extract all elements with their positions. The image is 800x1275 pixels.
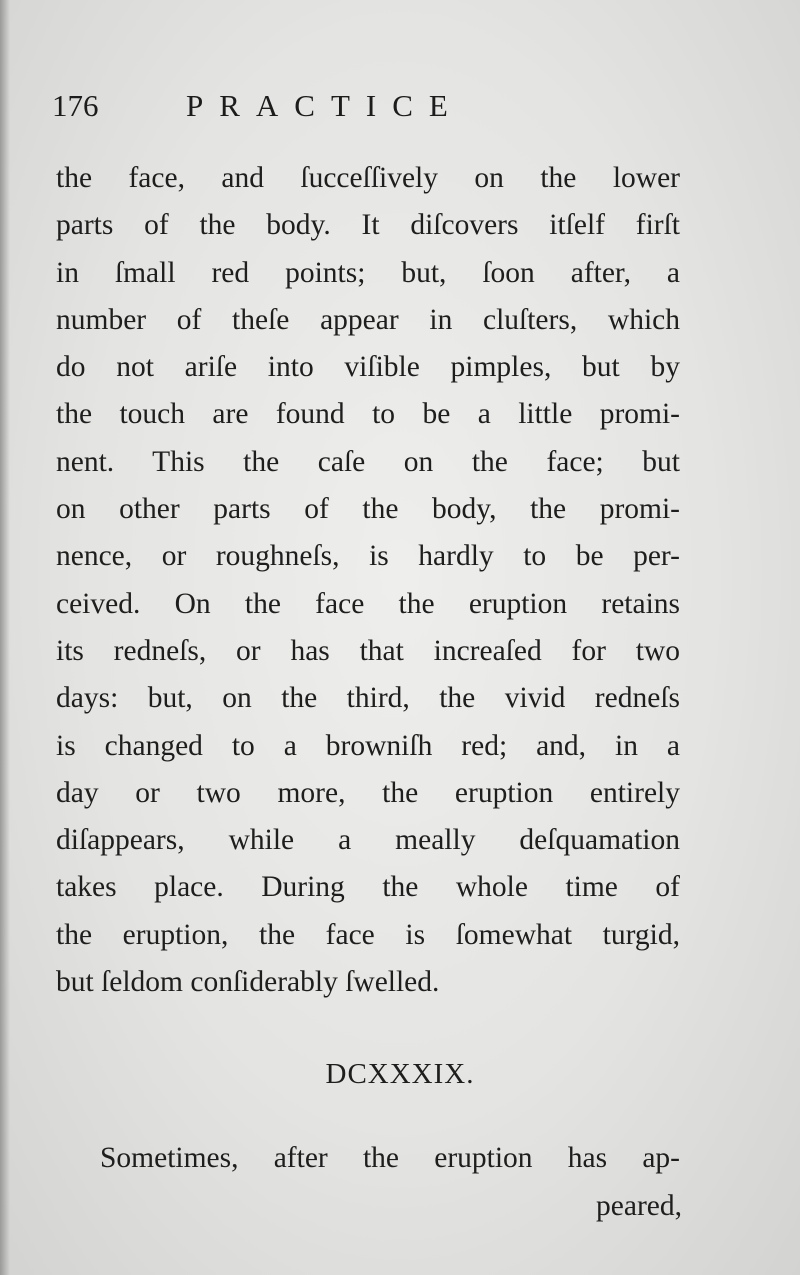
next-paragraph	[56, 1135, 680, 1182]
section-heading: DCXXXIX.	[325, 1058, 475, 1090]
text-line: day or two more, the eruption entirely	[56, 776, 680, 809]
text-line: its redneſs, or has that increaſed for two	[56, 634, 680, 667]
text-line: do not ariſe into viſible pimples, but by	[56, 351, 680, 384]
body-paragraph	[56, 155, 680, 1006]
text-line: number of theſe appear in cluſters, which	[56, 303, 680, 336]
text-line: nence, or roughneſs, is hardly to be per-	[56, 540, 680, 573]
text-line: is changed to a browniſh red; and, in a	[56, 729, 680, 762]
text-line: parts of the body. It diſcovers itſelf firſt	[56, 209, 680, 242]
text-line: days: but, on the third, the vivid redneſs	[56, 682, 680, 715]
text-line: but ſeldom conſiderably ſwelled.	[56, 966, 440, 999]
text-line: in ſmall red points; but, ſoon after, a	[56, 256, 680, 289]
text-line: diſappears, while a meally deſquamation	[56, 824, 680, 857]
running-head	[52, 88, 672, 132]
text-line: nent. This the caſe on the face; but	[56, 445, 680, 478]
text-line: ceived. On the face the eruption retains	[56, 587, 680, 620]
text-line: takes place. During the whole time of	[56, 871, 680, 904]
text-line: the face, and ſucceſſively on the lower	[56, 162, 680, 194]
catchword: peared,	[596, 1190, 682, 1222]
text-line: Sometimes, after the eruption has ap-	[100, 1142, 680, 1174]
text-line: the touch are found to be a little promi-	[56, 398, 680, 431]
page-number: 176	[52, 88, 99, 123]
text-line: on other parts of the body, the promi-	[56, 493, 680, 526]
running-title: PRACTICE	[186, 88, 464, 123]
text-line: the eruption, the face is ſomewhat turgid,	[56, 918, 680, 951]
